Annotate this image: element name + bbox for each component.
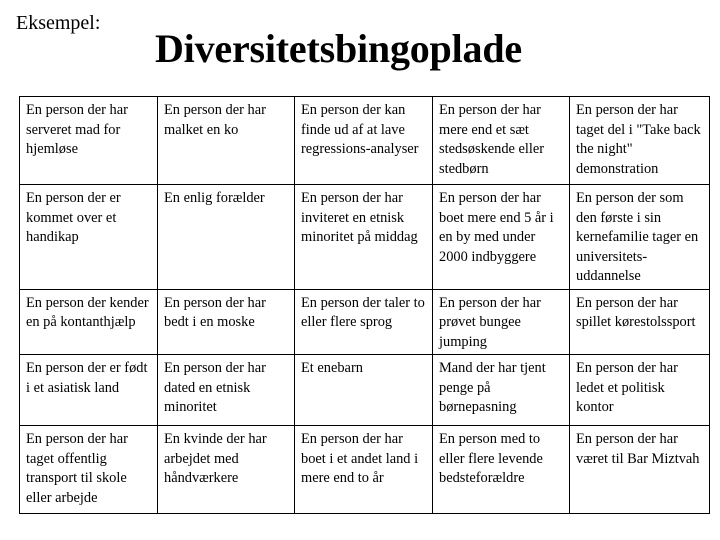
bingo-cell: En person der har inviteret en etnisk minoritet på middag [295, 185, 433, 290]
page-title: Diversitetsbingoplade [155, 26, 522, 71]
bingo-cell: En kvinde der har arbejdet med håndværkere [158, 426, 295, 514]
bingo-cell: En person der har boet i et andet land i mere end to år [295, 426, 433, 514]
bingo-cell: En person der har spillet kørestolssport [570, 289, 710, 355]
bingo-row [20, 355, 710, 426]
bingo-row [20, 426, 710, 514]
bingo-cell: En person der har taget del i "Take back the night" demonstration [570, 97, 710, 185]
bingo-cell: En person der taler to eller flere sprog [295, 289, 433, 355]
bingo-cell: En person der har dated en etnisk minoritet [158, 355, 295, 426]
bingo-cell: En person der har boet mere end 5 år i en by med under 2000 indbyggere [433, 185, 570, 290]
bingo-cell: En person der er kommet over et handikap [20, 185, 158, 290]
bingo-row [20, 289, 710, 355]
bingo-cell: En person der har serveret mad for hjemløse [20, 97, 158, 185]
bingo-row [20, 97, 710, 185]
bingo-row [20, 185, 710, 290]
bingo-cell: En person der kender en på kontanthjælp [20, 289, 158, 355]
bingo-cell: En enlig forælder [158, 185, 295, 290]
bingo-cell: En person der har bedt i en moske [158, 289, 295, 355]
bingo-cell: Mand der har tjent penge på børnepasning [433, 355, 570, 426]
bingo-cell: En person der har malket en ko [158, 97, 295, 185]
bingo-cell: En person der har prøvet bungee jumping [433, 289, 570, 355]
bingo-cell: En person der har ledet et politisk kontor [570, 355, 710, 426]
bingo-cell: En person med to eller flere levende bedsteforældre [433, 426, 570, 514]
bingo-cell: Et enebarn [295, 355, 433, 426]
bingo-cell: En person der har taget offentlig transport til skole eller arbejde [20, 426, 158, 514]
bingo-cell: En person der kan finde ud af at lave regressions-analyser [295, 97, 433, 185]
bingo-grid [19, 96, 710, 514]
bingo-cell: En person der har mere end et sæt stedsøskende eller stedbørn [433, 97, 570, 185]
bingo-cell: En person der som den første i sin kernefamilie tager en universitets-uddannelse [570, 185, 710, 290]
bingo-cell: En person der er født i et asiatisk land [20, 355, 158, 426]
example-label: Eksempel: [16, 12, 101, 34]
bingo-cell: En person der har været til Bar Miztvah [570, 426, 710, 514]
